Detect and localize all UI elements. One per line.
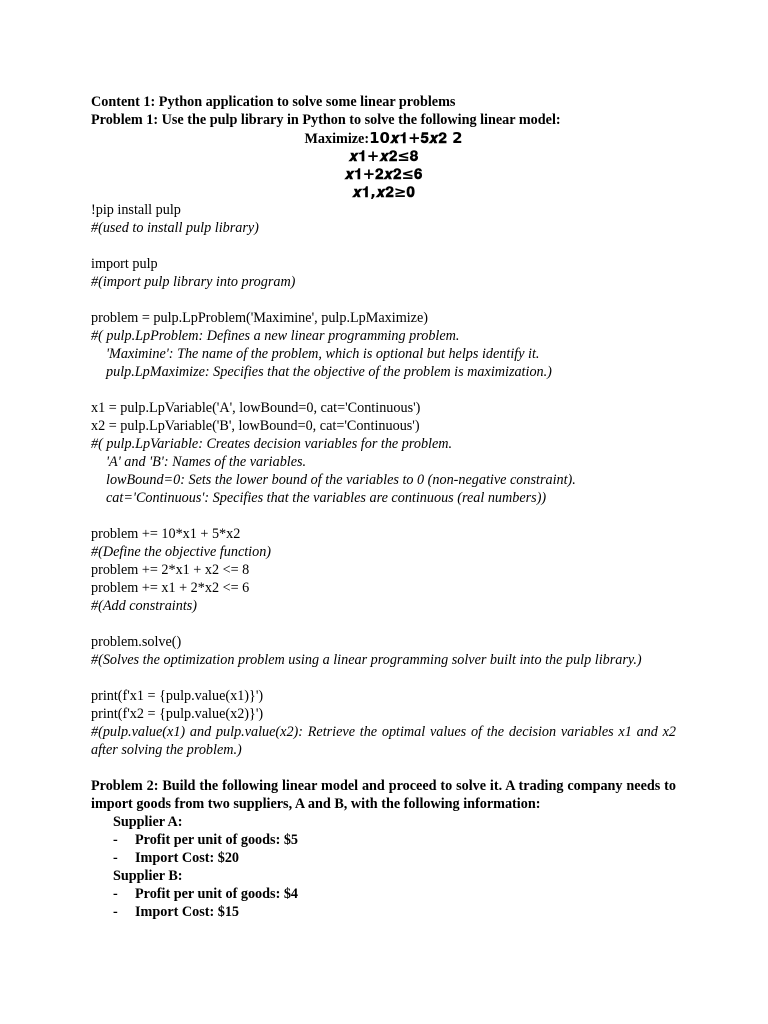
spacer bbox=[91, 759, 676, 777]
solve-comment: #(Solves the optimization problem using a linear programming solver built into the pulp library.) bbox=[91, 652, 642, 668]
supplier-a-heading: Supplier A: bbox=[113, 814, 183, 830]
supplier-a-profit: Profit per unit of goods: $5 bbox=[135, 832, 299, 848]
solve-command: problem.solve() bbox=[91, 634, 182, 650]
print-x1-command: print(f'x1 = {pulp.value(x1)}') bbox=[91, 688, 264, 704]
objective-comment: #(Define the objective function) bbox=[91, 544, 272, 560]
spacer bbox=[91, 507, 676, 525]
constraint-comment: #(Add constraints) bbox=[91, 598, 198, 614]
list-item bbox=[91, 903, 676, 921]
install-comment: #(used to install pulp library) bbox=[91, 220, 259, 236]
bullet-dash: - bbox=[113, 886, 118, 902]
variable-comment-1: #( pulp.LpVariable: Creates decision variables for the problem. bbox=[91, 436, 453, 452]
bullet-dash: - bbox=[113, 850, 118, 866]
content-title: Content 1: Python application to solve some linear problems bbox=[91, 94, 456, 110]
import-command: import pulp bbox=[91, 256, 158, 272]
supplier-a-cost: Import Cost: $20 bbox=[135, 850, 240, 866]
spacer bbox=[91, 615, 676, 633]
objective-command: problem += 10*x1 + 5*x2 bbox=[91, 526, 241, 542]
problem-comment-1: #( pulp.LpProblem: Defines a new linear programming problem. bbox=[91, 328, 460, 344]
list-item bbox=[91, 885, 676, 903]
spacer bbox=[91, 237, 676, 255]
spacer bbox=[91, 381, 676, 399]
constraint-2: 𝒙𝟏+𝟐𝒙𝟐≤𝟔 bbox=[344, 165, 423, 183]
constraint-command-2: problem += x1 + 2*x2 <= 6 bbox=[91, 580, 250, 596]
list-item bbox=[91, 849, 676, 867]
supplier-b-heading: Supplier B: bbox=[113, 868, 183, 884]
list-item bbox=[91, 831, 676, 849]
constraint-3: 𝒙𝟏,𝒙𝟐≥𝟎 bbox=[352, 183, 415, 201]
problem-comment-2: 'Maximine': The name of the problem, which is optional but helps identify it. bbox=[106, 346, 540, 362]
variable-comment-2: 'A' and 'B': Names of the variables. bbox=[106, 454, 307, 470]
bullet-dash: - bbox=[113, 832, 118, 848]
constraint-1: 𝒙𝟏+𝒙𝟐≤𝟖 bbox=[348, 147, 419, 165]
print-x2-command: print(f'x2 = {pulp.value(x2)}') bbox=[91, 706, 264, 722]
problem2-intro: Problem 2: Build the following linear model and proceed to solve it. A trading company needs to import goods from two suppliers, A and B, with the following information: bbox=[91, 778, 676, 812]
variable-x1-command: x1 = pulp.LpVariable('A', lowBound=0, cat='Continuous') bbox=[91, 400, 421, 416]
document-body bbox=[91, 93, 676, 921]
print-comment: #(pulp.value(x1) and pulp.value(x2): Retrieve the optimal values of the decision variables x1 and x2 after solving the problem.) bbox=[91, 724, 676, 758]
problem-comment-3: pulp.LpMaximize: Specifies that the objective of the problem is maximization.) bbox=[106, 364, 552, 380]
bullet-dash: - bbox=[113, 904, 118, 920]
install-command: !pip install pulp bbox=[91, 202, 181, 218]
supplier-b-profit: Profit per unit of goods: $4 bbox=[135, 886, 299, 902]
variable-comment-4: cat='Continuous': Specifies that the variables are continuous (real numbers)) bbox=[106, 490, 547, 506]
objective-expression: 10𝒙𝟏+𝟓𝒙𝟐 2 bbox=[369, 129, 463, 147]
constraint-command-1: problem += 2*x1 + x2 <= 8 bbox=[91, 562, 250, 578]
variable-comment-3: lowBound=0: Sets the lower bound of the variables to 0 (non-negative constraint). bbox=[106, 472, 576, 488]
objective-label: Maximize: bbox=[304, 131, 370, 147]
spacer bbox=[91, 291, 676, 309]
problem1-title: Problem 1: Use the pulp library in Python to solve the following linear model: bbox=[91, 112, 561, 128]
variable-x2-command: x2 = pulp.LpVariable('B', lowBound=0, cat='Continuous') bbox=[91, 418, 420, 434]
objective-line bbox=[91, 129, 676, 147]
spacer bbox=[91, 669, 676, 687]
import-comment: #(import pulp library into program) bbox=[91, 274, 296, 290]
supplier-b-cost: Import Cost: $15 bbox=[135, 904, 240, 920]
problem-command: problem = pulp.LpProblem('Maximine', pulp.LpMaximize) bbox=[91, 310, 429, 326]
